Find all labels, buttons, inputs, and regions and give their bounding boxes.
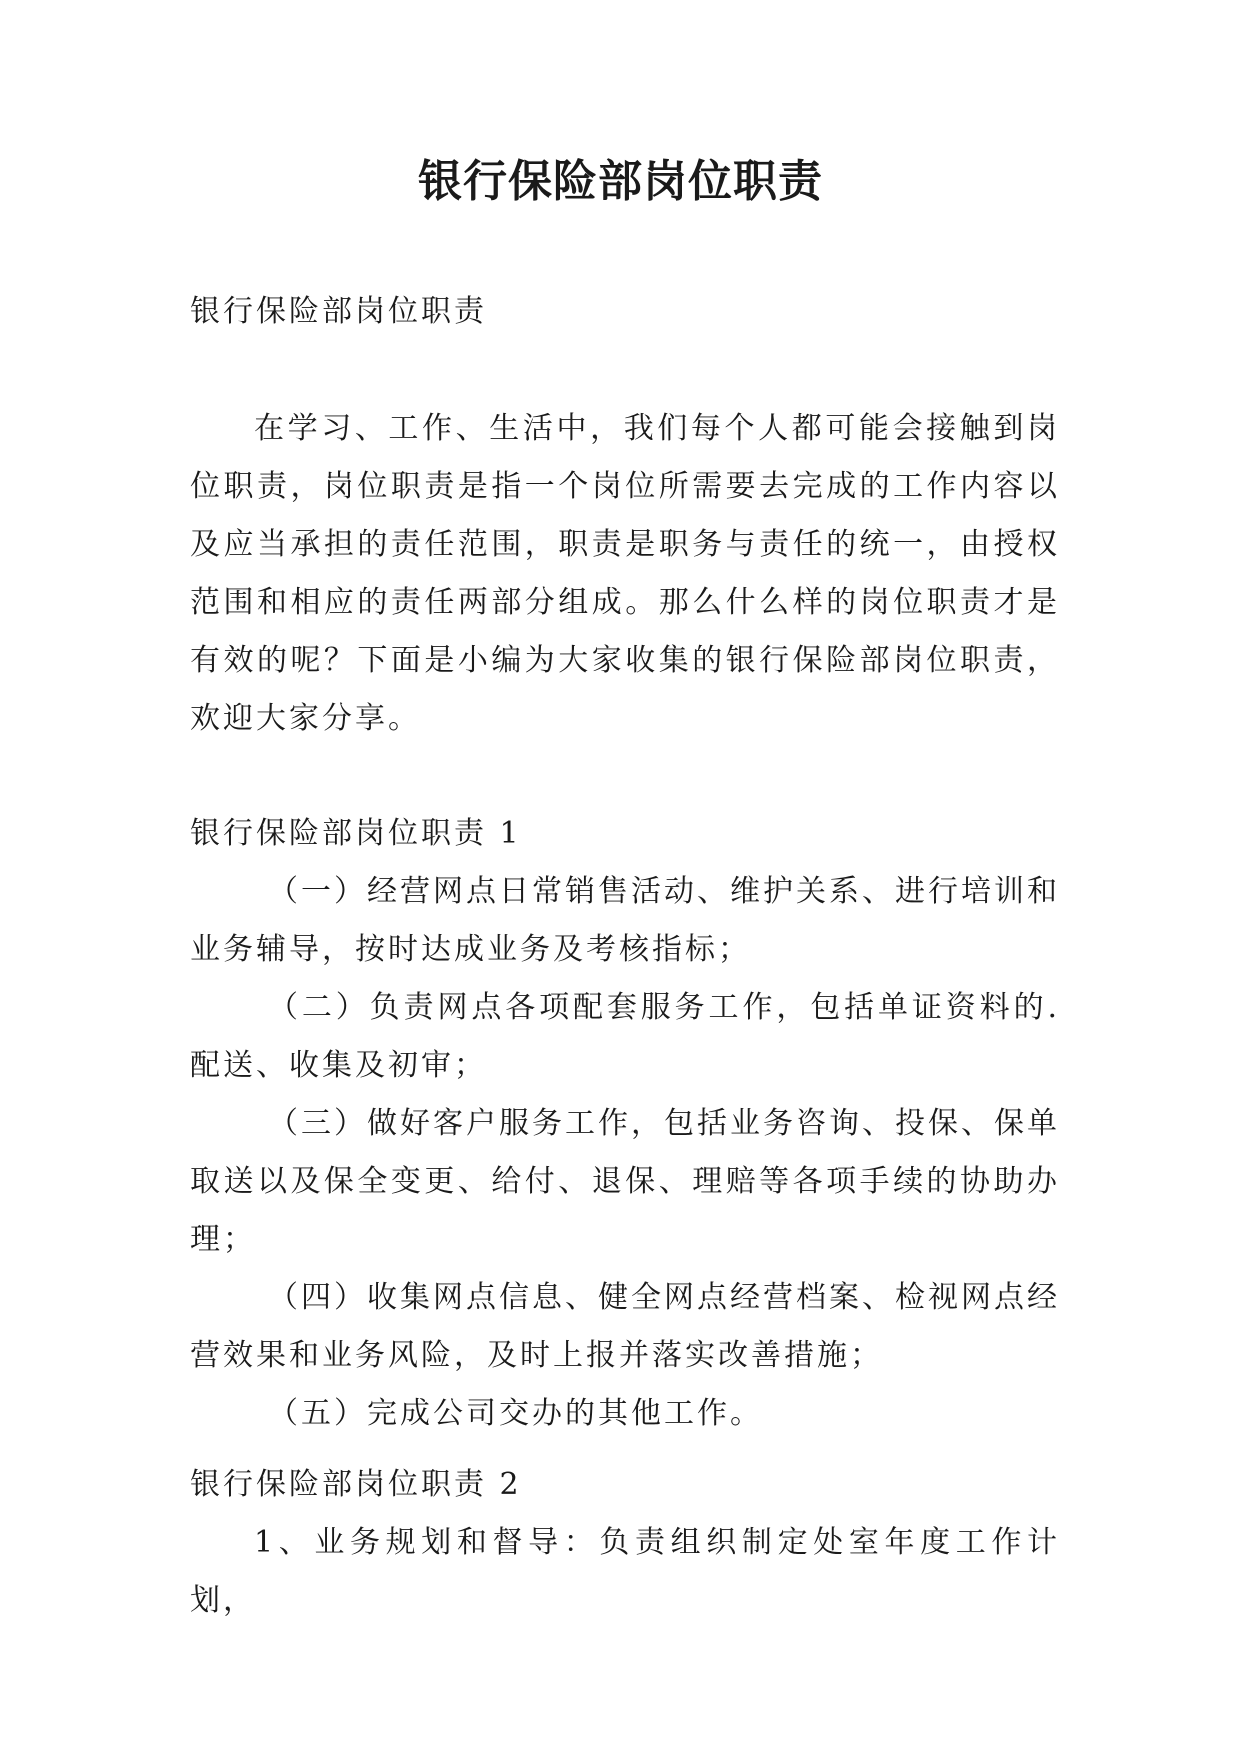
intro-paragraph: 在学习、工作、生活中，我们每个人都可能会接触到岗位职责，岗位职责是指一个岗位所需要去完成的工作内容以及应当承担的责任范围，职责是职务与责任的统一，由授权范围和相应的责任两部分组成。那么什么样的岗位职责才是有效的呢？下面是小编为大家收集的银行保险部岗位职责，欢迎大家分享。 (190, 411, 1060, 736)
document-subtitle: 银行保险部岗位职责 (190, 294, 487, 329)
section-1-item: （五）完成公司交办的其他工作。 (268, 1396, 763, 1431)
section-1-item: （一）经营网点日常销售活动、维护关系、进行培训和业务辅导，按时达成业务及考核指标； (190, 874, 1060, 967)
section-2-item: 1、业务规划和督导：负责组织制定处室年度工作计划， (190, 1525, 1060, 1618)
section-1-item: （二）负责网点各项配套服务工作，包括单证资料的.配送、收集及初审； (190, 990, 1060, 1083)
section-1-item: （三）做好客户服务工作，包括业务咨询、投保、保单取送以及保全变更、给付、退保、理赔等各项手续的协助办理； (190, 1106, 1060, 1257)
section-1 (190, 805, 1060, 1443)
document-title: 银行保险部岗位职责 (418, 156, 823, 207)
section-2 (190, 1456, 1060, 1630)
section-1-item: （四）收集网点信息、健全网点经营档案、检视网点经营效果和业务风险，及时上报并落实改善措施； (190, 1280, 1060, 1373)
section-1-heading: 银行保险部岗位职责 1 (190, 816, 522, 851)
section-2-heading: 银行保险部岗位职责 2 (190, 1467, 522, 1502)
